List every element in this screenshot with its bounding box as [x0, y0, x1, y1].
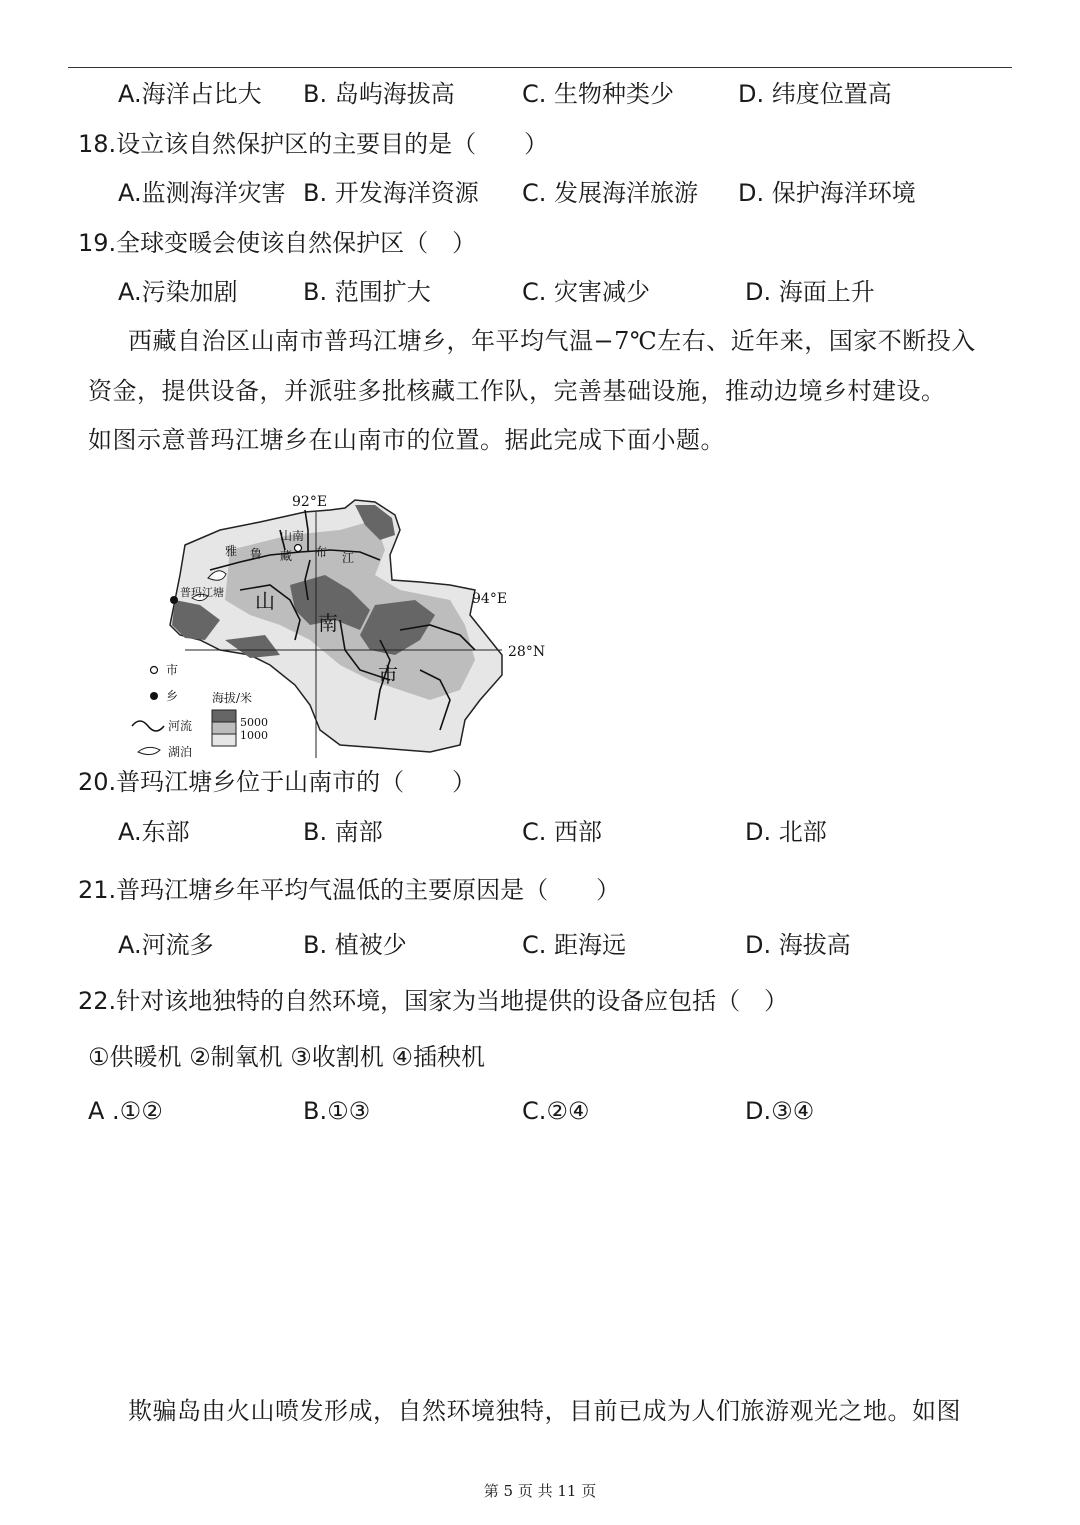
- q19-option-c[interactable]: C. 灾害减少: [522, 278, 651, 306]
- lat-label-28n: 28°N: [508, 644, 546, 660]
- q22-option-d[interactable]: D.③④: [745, 1097, 815, 1125]
- legend-elev-low-swatch: [212, 734, 236, 746]
- legend-elevation-title: 海拔/米: [212, 691, 253, 705]
- q21-option-d[interactable]: D. 海拔高: [745, 931, 851, 959]
- legend-city-icon: [151, 667, 158, 674]
- q22-stem: 22.针对该地独特的自然环境，国家为当地提供的设备应包括（ ）: [78, 987, 789, 1015]
- legend-river-label: 河流: [168, 719, 193, 733]
- region-char-3: 市: [378, 663, 398, 687]
- q20-option-b[interactable]: B. 南部: [303, 818, 383, 846]
- legend-town-icon: [150, 692, 158, 700]
- q21-option-c[interactable]: C. 距海远: [522, 931, 627, 959]
- q18-option-a[interactable]: A.监测海洋灾害: [118, 179, 286, 207]
- q20-option-c[interactable]: C. 西部: [522, 818, 603, 846]
- river-char-3: 藏: [280, 549, 293, 563]
- q19-option-b[interactable]: B. 范围扩大: [303, 278, 431, 306]
- town-label: 普玛江塘: [180, 586, 224, 599]
- q22-option-b[interactable]: B.①③: [303, 1097, 371, 1125]
- region-char-1: 山: [255, 589, 275, 613]
- next-passage: 欺骗岛由火山喷发形成，自然环境独特，目前已成为人们旅游观光之地。如图: [128, 1397, 961, 1425]
- q17-option-d[interactable]: D. 纬度位置高: [738, 80, 892, 108]
- q20-stem: 20.普玛江塘乡位于山南市的（ ）: [78, 768, 477, 796]
- q17-option-c[interactable]: C. 生物种类少: [522, 80, 675, 108]
- lon-label-92e: 92°E: [292, 494, 328, 510]
- legend-town-label: 乡: [166, 689, 179, 703]
- q18-option-b[interactable]: B. 开发海洋资源: [303, 179, 479, 207]
- legend-city-label: 市: [166, 663, 179, 677]
- river-char-2: 鲁: [250, 547, 263, 561]
- q19-option-a[interactable]: A.污染加剧: [118, 278, 238, 306]
- legend-lake-label: 湖泊: [168, 745, 193, 759]
- shannan-location-map: [130, 490, 560, 760]
- lon-label-94e: 94°E: [472, 591, 508, 607]
- legend-river-icon: [132, 721, 164, 731]
- q22-option-a[interactable]: A .①②: [88, 1097, 163, 1125]
- q17-option-a[interactable]: A.海洋占比大: [118, 80, 262, 108]
- river-char-1: 雅: [225, 544, 238, 558]
- q19-stem: 19.全球变暖会使该自然保护区（ ）: [78, 229, 477, 257]
- q21-option-a[interactable]: A.河流多: [118, 931, 214, 959]
- river-char-4: 布: [315, 545, 328, 559]
- region-char-2: 南: [318, 611, 338, 635]
- river-char-5: 江: [342, 551, 355, 565]
- q18-stem: 18.设立该自然保护区的主要目的是（ ）: [78, 130, 549, 158]
- q18-option-c[interactable]: C. 发展海洋旅游: [522, 179, 699, 207]
- q19-option-d[interactable]: D. 海面上升: [745, 278, 875, 306]
- passage-line-1: 西藏自治区山南市普玛江塘乡，年平均气温−7℃左右、近年来，国家不断投入: [128, 327, 976, 355]
- city-marker-shannan: [295, 545, 302, 552]
- legend-elev-high-swatch: [212, 710, 236, 722]
- q20-option-a[interactable]: A.东部: [118, 818, 190, 846]
- legend-elev-mid-swatch: [212, 722, 236, 734]
- page-footer: 第 5 页 共 11 页: [483, 1482, 597, 1500]
- legend-elev-high-label: 5000: [240, 716, 268, 729]
- q17-option-b[interactable]: B. 岛屿海拔高: [303, 80, 455, 108]
- town-marker-pumajiangtang: [170, 596, 178, 604]
- q21-option-b[interactable]: B. 植被少: [303, 931, 407, 959]
- q22-option-c[interactable]: C.②④: [522, 1097, 590, 1125]
- legend-lake-icon: [138, 747, 160, 754]
- passage-line-2: 资金，提供设备，并派驻多批核藏工作队，完善基础设施，推动边境乡村建设。: [88, 377, 946, 405]
- q22-items: ①供暖机 ②制氧机 ③收割机 ④插秧机: [88, 1043, 485, 1071]
- header-rule: [68, 67, 1012, 68]
- legend-elev-low-label: 1000: [240, 729, 268, 742]
- q20-option-d[interactable]: D. 北部: [745, 818, 827, 846]
- city-label: 山南: [280, 529, 305, 543]
- passage-line-3: 如图示意普玛江塘乡在山南市的位置。据此完成下面小题。: [88, 426, 725, 454]
- q21-stem: 21.普玛江塘乡年平均气温低的主要原因是（ ）: [78, 876, 621, 904]
- q18-option-d[interactable]: D. 保护海洋环境: [738, 179, 916, 207]
